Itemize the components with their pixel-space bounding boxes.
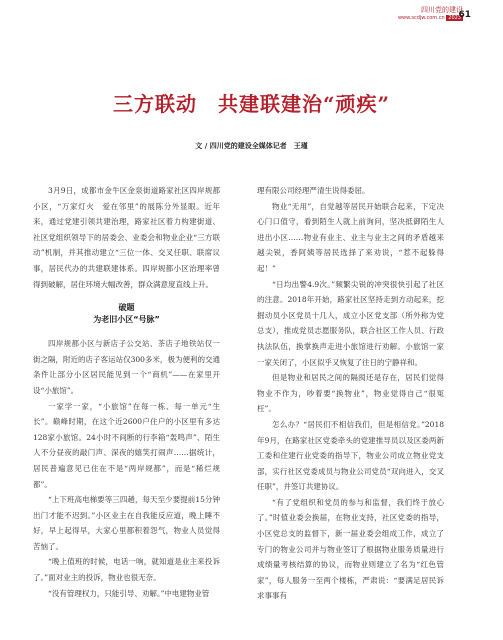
paragraph: 3月9日，成都市金牛区金泉街道路家社区四岸规都小区，“万家灯火 爱在邻里”的展陈分外显眼。近年来，通过党建引领共建治理，路家社区着力构建街道、社区党组织领导下的居委会、业委会和物业企业“三方联动”机制，并其推动建立“三位一体、交叉任职、联席议事，居民代办的共建联建体系。四岸规都小区治理率曾得到破解，居住环境大幅改善，群众满意度直线上升。 <box>33 186 220 289</box>
page-header <box>398 5 463 22</box>
paragraph: “上下班高电梯要等三四趟，每天至少要提前15分钟出门才能不迟到。”小区业主在自我能反应道，晚上睡不好，早上起得早，大家心里都积着怨气，物业人员觉得苦恼了。 <box>33 495 220 551</box>
paragraph: 四岸规都小区与新店子公交站、茶店子地铁站仅一街之隔，附近的店子客运站仅300多米，极为便利的交通条件让部分小区居民能见到一个“商机”——在家里开设“小旅馆”。 <box>33 339 220 395</box>
page-number: 61 <box>458 10 471 20</box>
publication-url <box>398 15 463 22</box>
right-column <box>257 183 444 604</box>
article-title: 三方联动 共建联建治“顽疾” <box>112 92 390 116</box>
paragraph: “有了党组织和党员的参与和监督，我们终于放心了。”时值业委会换届，在物业支持，社区党委的指导，小区党总支的监督下，新一届业委会组成工作，成立了专门的物业公司并与物业签订了根据物业服务质量进行成绩量考核结算的协议，而物业则建立了名为“红色管家”，每人服务一至两个楼栋，严肃说：“要满足居民诉求事事有 <box>257 497 444 601</box>
paragraph: 一家学一家，“小旅馆”在每一栋、每一单元“生长”。巅峰时期，在这个近2600户住户的小区里有多达128家小旅馆。24小时不间断的行李箱“轰鸣声”、陌生人不分昼夜的敲门声、深夜的嬉笑打闹声……据统计，居民普遍意见已住在不是“两岸规都”，而是“稀烂规都”。 <box>33 401 220 489</box>
article-byline: 文 / 四川党的建设全媒体记者 王瑾 <box>195 142 308 150</box>
url-text: www.scdjw.com.cn <box>397 15 445 21</box>
left-column <box>33 183 220 601</box>
paragraph: 物业“无用”，自觉越等居民开始联合起来，下定决心门口值守，看到陌生人就上前询问，坚决抵御陌生人进出小区……物业有业主、业主与业主之间的矛盾越来越尖锐，香阿姨等居民选择了来劝说，“惹不起躲得起！” <box>257 201 444 273</box>
paragraph: “日均出警4.9次。”频繁尖锐的冲突很快引起了社区的注意。2018年开始，路家社区坚持走到方动起来，挖掘动员小区党员十几人，成立小区党支部（所外称为党总支），推成党员志愿服务队，联合社区工作人员、行政执法队伍，换掌换声走进小旅馆进行劝解。小旅馆一家一家关闭了，小区似乎又恢复了往日的宁静祥和。 <box>257 279 444 367</box>
paragraph: 理有限公司经理严清生说得委屈。 <box>257 186 370 195</box>
paragraph: “晚上值班的时候，电话一响，就知道是业主来投诉了。”面对业主的投诉，物业也很无奈。 <box>33 557 220 583</box>
paragraph: 但是物业和居民之间的隔阂还是存在，居民们觉得物业不作为，吵着要“换物业”，物业觉得自己“很冤枉”。 <box>257 373 444 414</box>
paragraph: “没有管理权力，只能引导、劝解。”中电建物业管 <box>48 588 210 598</box>
publication-name: 四川党的建设 <box>421 6 463 14</box>
paragraph: 怎么办？“居民们不相信我们，但是相信党。”2018年9月，在路家社区党委牵头的党建推导员以及区委两新工委和住建行业党委的指导下，物业公司成立物业党支部，实行社区党委成员与物业公司党员“双向进入，交叉任职”，并签订共建协议。 <box>257 419 444 492</box>
year-badge: 2023 <box>448 15 461 21</box>
section-subhead: 破题 为老旧小区“号脉” <box>93 303 160 325</box>
